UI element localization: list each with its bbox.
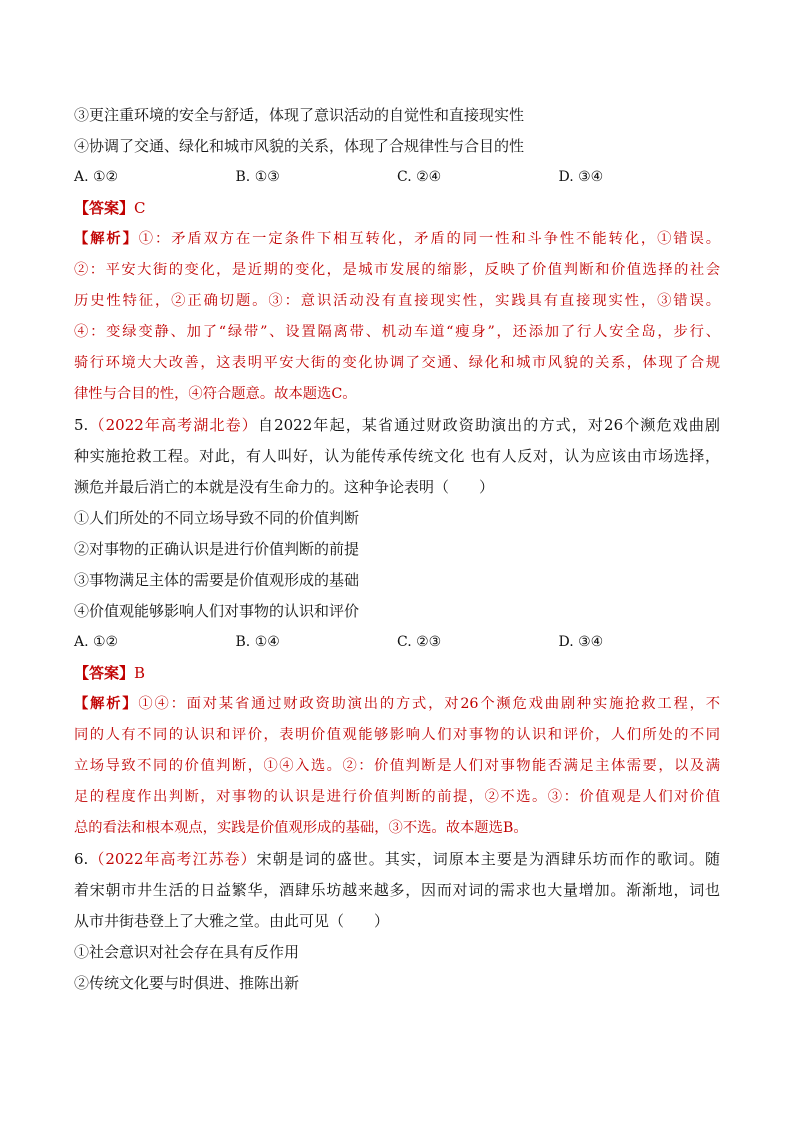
q4-explanation-line-1: 【解析】①：矛盾双方在一定条件下相互转化，矛盾的同一性和斗争性不能转化，①错误。 — [74, 231, 720, 247]
q5-number: 5. — [74, 416, 89, 434]
q5-source: （2022年高考湖北卷） — [88, 416, 258, 434]
q4-option-d: D. ③④ — [558, 169, 604, 185]
q5-statement-2: ②对事物的正确认识是进行价值判断的前提 — [74, 540, 360, 558]
q4-explanation-line-4: ④：变绿变静、加了“绿带”、设置隔离带、机动车道“瘦身”，还添加了行人安全岛，步行、 — [74, 324, 720, 340]
q5-explanation-line-4: 足的程度作出判断，对事物的认识是进行价值判断的前提，②不选。③：价值观是人们对价值 — [74, 789, 720, 805]
q6-stem-line-1: 6.（2022年高考江苏卷）宋朝是词的盛世。其实，词原本主要是为酒肆乐坊而作的歌词。随 — [74, 850, 720, 868]
q5-stem-line-2: 种实施抢救工程。对此，有人叫好，认为能传承传统文化 也有人反对，认为应该由市场选择， — [74, 447, 720, 465]
q4-option-a: A. ①② — [74, 169, 119, 185]
q6-stem-line-3: 从市井街巷登上了大雅之堂。由此可见（ ） — [74, 912, 390, 930]
q4-explanation-line-3: 历史性特征，②正确切题。③：意识活动没有直接现实性，实践具有直接现实性，③错误。 — [74, 293, 720, 309]
q4-options — [74, 162, 720, 193]
q4-answer-value: C — [134, 199, 146, 217]
q6-stem-line-2: 着宋朝市井生活的日益繁华，酒肆乐坊越来越多，因而对词的需求也大量增加。渐渐地，词也 — [74, 881, 720, 899]
q5-options — [74, 627, 720, 658]
q4-explanation-line-6: 律性与合目的性，④符合题意。故本题选C。 — [74, 386, 357, 402]
q5-stem-line-3: 濒危并最后消亡的本就是没有生命力的。这种争论表明（ ） — [74, 478, 495, 496]
q5-answer-value: B — [134, 664, 146, 682]
q5-answer-label: 【答案】 — [74, 664, 135, 682]
q5-option-c: C. ②③ — [397, 634, 442, 650]
q4-answer — [74, 193, 720, 224]
q5-statement-4: ④价值观能够影响人们对事物的认识和评价 — [74, 602, 360, 620]
q6-number: 6. — [74, 850, 89, 868]
q4-answer-label: 【答案】 — [74, 199, 135, 217]
q4-statement-4: ④协调了交通、绿化和城市风貌的关系，体现了合规律性与合目的性 — [74, 137, 525, 155]
q5-explanation-line-1: 【解析】①④：面对某省通过财政资助演出的方式，对26个濒危戏曲剧种实施抢救工程，不 — [74, 696, 720, 712]
q4-explanation-label: 【解析】 — [74, 231, 139, 247]
q6-source: （2022年高考江苏卷） — [88, 850, 257, 868]
q5-option-a: A. ①② — [74, 634, 119, 650]
q4-option-c: C. ②④ — [397, 169, 442, 185]
q5-explanation-line-2: 同的人有不同的认识和评价，表明价值观能够影响人们对事物的认识和评价，人们所处的不同 — [74, 727, 720, 743]
q5-statement-3: ③事物满足主体的需要是价值观形成的基础 — [74, 571, 360, 589]
q5-stem-line-1: 5.（2022年高考湖北卷）自2022年起，某省通过财政资助演出的方式，对26个濒危戏曲剧 — [74, 416, 720, 434]
q5-statement-1: ①人们所处的不同立场导致不同的价值判断 — [74, 509, 360, 527]
q5-option-b: B. ①④ — [235, 634, 280, 650]
q6-statement-1: ①社会意识对社会存在具有反作用 — [74, 943, 300, 961]
q4-statement-3: ③更注重环境的安全与舒适，体现了意识活动的自觉性和直接现实性 — [74, 106, 525, 124]
q4-explanation-line-5: 骑行环境大大改善，这表明平安大街的变化协调了交通、绿化和城市风貌的关系，体现了合规 — [74, 355, 720, 371]
q5-explanation-line-5: 总的看法和根本观点，实践是价值观形成的基础，③不选。故本题选B。 — [74, 820, 528, 836]
q5-answer — [74, 658, 720, 689]
q4-explanation-line-2: ②：平安大街的变化，是近期的变化，是城市发展的缩影，反映了价值判断和价值选择的社会 — [74, 262, 720, 278]
q5-explanation-label: 【解析】 — [74, 696, 139, 712]
q5-option-d: D. ③④ — [558, 634, 604, 650]
q6-statement-2: ②传统文化要与时俱进、推陈出新 — [74, 974, 300, 992]
q4-option-b: B. ①③ — [235, 169, 280, 185]
q5-explanation-line-3: 立场导致不同的价值判断，①④入选。②：价值判断是人们对事物能否满足主体需要，以及满 — [74, 758, 720, 774]
